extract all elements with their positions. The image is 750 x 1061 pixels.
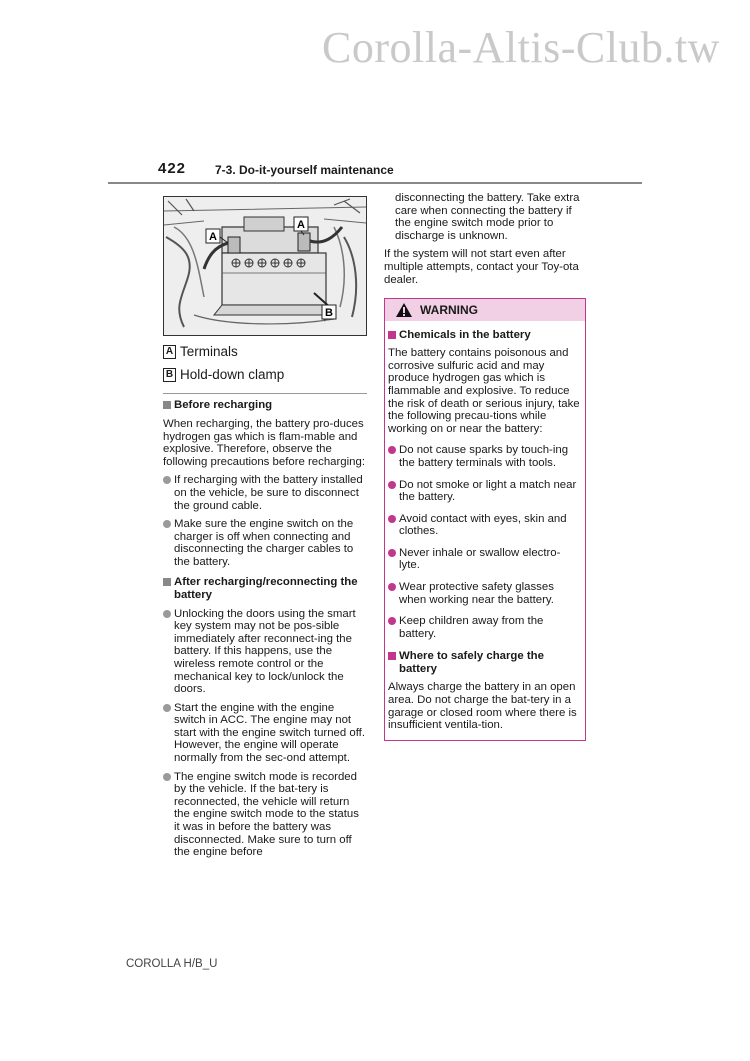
list-item-text: If recharging with the battery installed on the vehicle, be sure to disconnect the ground cable.: [174, 474, 363, 512]
svg-text:A: A: [297, 219, 305, 231]
list-item: [163, 518, 367, 568]
square-marker-icon: [163, 578, 171, 586]
list-item-text: Never inhale or swallow electro-lyte.: [399, 546, 561, 572]
chemicals-intro: The battery contains poisonous and corrosive sulfuric acid and may produce hydrogen gas which is flammable and explosive. To reduce the risk of death or serious injury, take the following precau-tions while working on or near the battery:: [388, 347, 580, 435]
chemicals-heading: [388, 329, 581, 342]
list-item-text: The engine switch mode is recorded by the vehicle. If the bat-tery is reconnected, the vehicle will return the engine switch mode to the status it was in before the battery was disconnected. Make sure to turn off the engine before: [174, 770, 359, 859]
before-recharging-heading: [163, 399, 367, 412]
bullet-icon: [163, 520, 171, 528]
page-header: [108, 158, 642, 188]
bullet-icon: [388, 617, 396, 625]
square-marker-icon: [388, 652, 396, 660]
legend-terminals: [163, 343, 367, 360]
list-item: [388, 513, 581, 538]
warning-box: [384, 298, 586, 741]
figure-label-b: [322, 305, 336, 319]
list-item: [388, 547, 581, 572]
page-footer: COROLLA H/B_U: [126, 958, 218, 970]
list-item: [388, 444, 581, 469]
warning-body: [385, 321, 585, 732]
list-item: [163, 771, 367, 859]
list-item: [163, 702, 367, 765]
bullet-icon: [388, 446, 396, 454]
battery-figure: [163, 196, 367, 336]
safe-charge-heading: [388, 650, 581, 676]
list-item-text: Make sure the engine switch on the charger is off when connecting and disconnecting the charger cables to the battery.: [174, 518, 354, 568]
list-item-text: Start the engine with the engine switch in ACC. The engine may not start with the engine switch turned off. However, the engine will operate normally from the sec-ond attempt.: [174, 701, 366, 765]
battery-illustration: [164, 197, 366, 335]
square-marker-icon: [388, 331, 396, 339]
warning-label: WARNING: [420, 303, 478, 318]
bullet-icon: [388, 583, 396, 591]
list-item-text: Avoid contact with eyes, skin and clothes.: [399, 512, 567, 538]
warning-triangle-icon: [395, 302, 413, 318]
svg-text:B: B: [325, 307, 333, 319]
list-item: [388, 615, 581, 640]
right-column: [384, 192, 586, 741]
list-item-text: Unlocking the doors using the smart key system may not be pos-sible immediately after reconnect-ing the battery. If this happens, use the wireless remote control or the mechanical key to lock/unlock the doors.: [174, 607, 356, 696]
bullet-icon: [388, 515, 396, 523]
bullet-icon: [163, 704, 171, 712]
bullet-icon: [388, 549, 396, 557]
list-item: [163, 474, 367, 512]
legend-key: A: [163, 345, 176, 359]
page-number: 422: [158, 160, 187, 177]
list-item-text: Keep children away from the battery.: [399, 615, 544, 640]
left-column: [163, 196, 367, 859]
list-item-text: Do not smoke or light a match near the battery.: [399, 478, 577, 504]
section-title: 7-3. Do-it-yourself maintenance: [215, 163, 394, 177]
header-rule: [108, 182, 642, 184]
list-item: [388, 581, 581, 606]
legend-text: Terminals: [180, 344, 238, 359]
dealer-note: If the system will not start even after multiple attempts, contact your Toy-ota dealer.: [384, 248, 579, 286]
svg-text:A: A: [209, 231, 217, 243]
list-item: [163, 608, 367, 696]
bullet-icon: [163, 773, 171, 781]
continued-text: disconnecting the battery. Take extra care when connecting the battery if the engine switch mode prior to discharge is unknown.: [395, 192, 580, 242]
legend-hold-down-clamp: [163, 366, 367, 383]
heading-text: Where to safely charge the battery: [399, 650, 544, 676]
legend-text: Hold-down clamp: [180, 367, 285, 382]
list-item-text: Do not cause sparks by touch-ing the battery terminals with tools.: [399, 444, 569, 469]
after-recharging-heading: [163, 576, 367, 602]
before-recharging-intro: When recharging, the battery pro-duces hydrogen gas which is flam-mable and explosive. Therefore, observe the following precautions before recharging:: [163, 418, 365, 468]
heading-text: Before recharging: [174, 399, 273, 411]
bullet-icon: [163, 610, 171, 618]
list-item-text: Wear protective safety glasses when working near the battery.: [399, 581, 554, 606]
bullet-icon: [388, 481, 396, 489]
square-marker-icon: [163, 401, 171, 409]
watermark: Corolla-Altis-Club.tw: [322, 23, 720, 72]
list-item: [388, 479, 581, 504]
legend-key: B: [163, 368, 176, 382]
bullet-icon: [163, 476, 171, 484]
heading-text: After recharging/reconnecting the battery: [174, 575, 358, 601]
section-divider: [163, 393, 367, 394]
warning-header: [385, 299, 585, 321]
heading-text: Chemicals in the battery: [399, 329, 531, 342]
safe-charge-text: Always charge the battery in an open area. Do not charge the bat-tery in a garage or closed room where there is insufficient ventila-tion.: [388, 681, 577, 732]
